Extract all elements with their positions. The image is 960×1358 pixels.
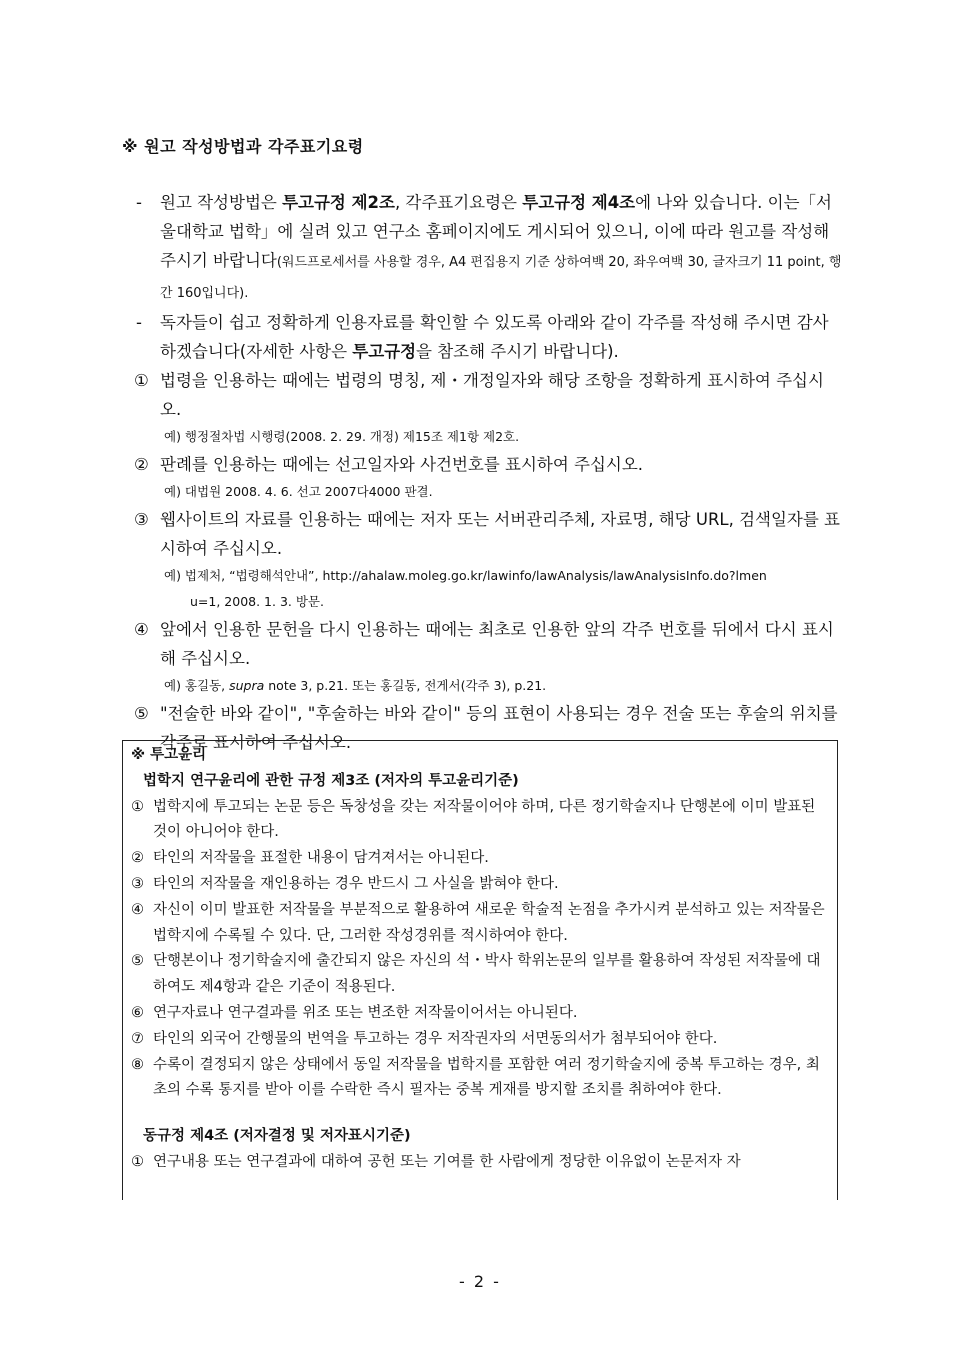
ethics-section-1-title: 법학지 연구윤리에 관한 규정 제3조 (저자의 투고윤리기준) (143, 772, 519, 789)
guidelines-body (132, 188, 844, 757)
citation-item-2: ② 판례를 인용하는 때에는 선고일자와 사건번호를 표시하여 주십시오. (134, 455, 644, 474)
citation-example-4: 예) 홍길동, supra note 3, p.21. 또는 홍길동, 전게서(각주 3), p.21. (164, 678, 547, 693)
citation-item-4: ④ 앞에서 인용한 문헌을 다시 인용하는 때에는 최초로 인용한 앞의 각주 번호를 뒤에서 다시 표시해 주십시오. (134, 620, 834, 668)
ethics-item: ① 연구내용 또는 연구결과에 대하여 공헌 또는 기여를 한 사람에게 정당한 이유없이 논문저자 자 (131, 1153, 741, 1170)
citation-example-2: 예) 대법원 2008. 4. 6. 선고 2007다4000 판결. (164, 484, 433, 499)
ethics-item: ④ 자신이 이미 발표한 저작물을 부분적으로 활용하여 새로운 학술적 논점을 추가시켜 분석하고 있는 저작물은 법학지에 수록될 수 있다. 단, 그러한 작성경위를 적시하여야 한다. (131, 901, 825, 944)
citation-example-1: 예) 행정절차법 시행령(2008. 2. 29. 개정) 제15조 제1항 제2호. (164, 429, 520, 444)
ethics-item: ② 타인의 저작물을 표절한 내용이 담겨져서는 아니된다. (131, 850, 489, 867)
ethics-item: ⑥ 연구자료나 연구결과를 위조 또는 변조한 저작물이어서는 아니된다. (131, 1004, 578, 1021)
ethics-item: ① 법학지에 투고되는 논문 등은 독창성을 갖는 저작물이어야 하며, 다른 정기학술지나 단행본에 이미 발표된 것이 아니어야 한다. (131, 798, 816, 841)
ethics-box-title: ※ 투고윤리 (131, 747, 207, 763)
submission-ethics-box (122, 740, 838, 1200)
ethics-item: ③ 타인의 저작물을 재인용하는 경우 반드시 그 사실을 밝혀야 한다. (131, 875, 559, 892)
ethics-item: ⑦ 타인의 외국어 간행물의 번역을 투고하는 경우 저작권자의 서면동의서가 첨부되어야 한다. (131, 1030, 718, 1047)
citation-item-5: ⑤ "전술한 바와 같이", "후술하는 바와 같이" 등의 표현이 사용되는 경우 전술 또는 후술의 위치를 각주로 표시하여 주십시오. (134, 704, 838, 752)
section-heading: ※ 원고 작성방법과 각주표기요령 (122, 137, 364, 156)
dash-marker: - (136, 313, 142, 332)
section-spacer (131, 1104, 831, 1124)
wordprocessor-note: (워드프로세서를 사용할 경우, A4 편집용지 기준 상하여백 20, 좌우여백 30, 글자크기 11 point, 행간 160입니다). (160, 255, 842, 301)
page-number: - 2 - (459, 1272, 501, 1291)
rule-ref-article-2: 투고규정 제2조 (282, 193, 395, 212)
ethics-item: ⑧ 수록이 결정되지 않은 상태에서 동일 저작물을 법학지를 포함한 여러 정기학술지에 중복 투고하는 경우, 최초의 수록 통지를 받아 이를 수락한 즉시 필자는 중복 게재를 방지할 조치를 취하여야 한다. (131, 1056, 820, 1099)
ethics-item: ⑤ 단행본이나 정기학술지에 출간되지 않은 자신의 석・박사 학위논문의 일부를 활용하여 작성된 저작물에 대하여도 제4항과 같은 기준이 적용된다. (131, 953, 821, 996)
citation-item-1: ① 법령을 인용하는 때에는 법령의 명칭, 제・개정일자와 해당 조항을 정확하게 표시하여 주십시오. (134, 371, 824, 419)
rule-ref-article-4: 투고규정 제4조 (522, 193, 636, 212)
citation-item-3: ③ 웹사이트의 자료를 인용하는 때에는 저자 또는 서버관리주체, 자료명, 해당 URL, 검색일자를 표시하여 주십시오. (134, 510, 840, 558)
citation-example-3: 예) 법제처, “법령해석안내”, http://ahalaw.moleg.go.kr/lawinfo/lawAnalysis/lawAnalysisInfo.do?lmen u=1, 2008. 1. 3. 방문. (164, 568, 767, 609)
ethics-section-2-title: 동규정 제4조 (저자결정 및 저자표시기준) (143, 1128, 411, 1145)
intro-paragraph-1: - 원고 작성방법은 투고규정 제2조, 각주표기요령은 투고규정 제4조에 나와 있습니다. 이는「서울대학교 법학」에 실려 있고 연구소 홈페이지에도 게시되어 있으니, 이에 따라 원고를 작성해 주시기 바랍니다(워드프로세서를 사용할 경우, A4 편집용지 기준 상하여백 20, 좌우여백 30, 글자크기 11 point, 행간 160입니다). (132, 188, 844, 308)
dash-marker: - (136, 193, 142, 212)
rule-ref-submission: 투고규정 (352, 342, 417, 361)
intro-paragraph-2: - 독자들이 쉽고 정확하게 인용자료를 확인할 수 있도록 아래와 같이 각주를 작성해 주시면 감사하겠습니다(자세한 사항은 투고규정을 참조해 주시기 바랍니다). (132, 308, 844, 366)
